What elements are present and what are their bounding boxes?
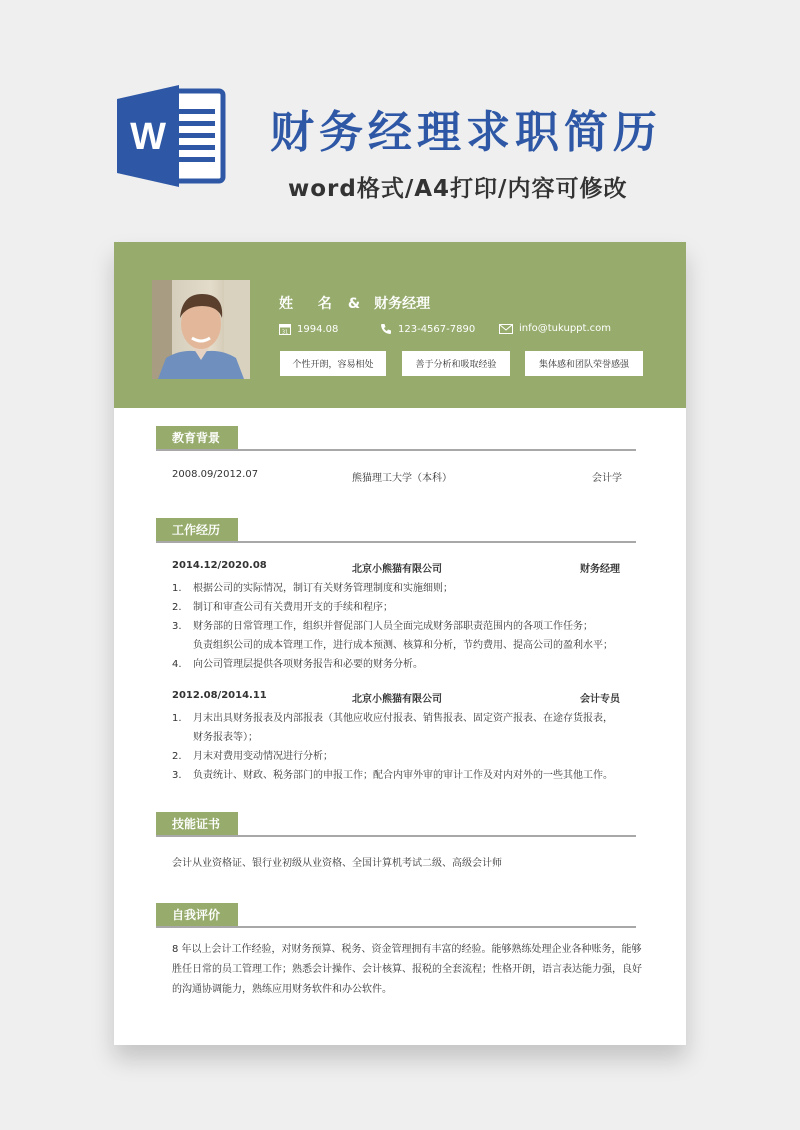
name-separator: & xyxy=(347,296,361,312)
section-heading-education: 教育背景 xyxy=(156,426,238,449)
phone-info xyxy=(380,323,475,335)
word-icon xyxy=(117,85,227,187)
list-continuation: 负责组织公司的成本管理工作，进行成本预测、核算和分析，节约费用、提高公司的盈利水平； xyxy=(193,640,613,651)
list-text: 月末出具财务报表及内部报表（其他应收应付报表、销售报表、固定资产报表、在途存货报表， xyxy=(193,713,613,724)
list-continuation: 财务报表等）； xyxy=(193,732,258,743)
self-eval-text: 8 年以上会计工作经验，对财务预算、税务、资金管理拥有丰富的经验。能够熟练处理企业各种账务，能够胜任日常的员工管理工作；熟悉会计操作、会计核算、报税的全套流程；性格开朗，语言表达能力强，良好的沟通协调能力，熟练应用财务软件和办公软件。 xyxy=(172,944,642,995)
job-period: 2012.08/2014.11 xyxy=(172,690,267,701)
list-text: 负责统计、财政、税务部门的申报工作；配合内审外审的审计工作及对内对外的一些其他工作。 xyxy=(193,770,613,781)
list-item xyxy=(172,709,613,724)
list-num: 1. xyxy=(172,713,182,724)
birth-info xyxy=(279,323,338,335)
list-num: 3. xyxy=(172,770,182,781)
list-text: 财务部的日常管理工作，组织并督促部门人员全面完成财务部职责范围内的各项工作任务； xyxy=(193,621,593,632)
section-divider xyxy=(156,541,636,543)
avatar xyxy=(152,280,250,379)
phone-icon xyxy=(380,323,392,335)
list-item xyxy=(172,598,393,613)
list-num: 4. xyxy=(172,659,182,670)
candidate-position: 财务经理 xyxy=(374,296,431,312)
education-period: 2008.09/2012.07 xyxy=(172,469,259,480)
page-subtitle: word格式/A4打印/内容可修改 xyxy=(288,176,628,202)
email-icon xyxy=(499,324,513,334)
list-num: 2. xyxy=(172,751,182,762)
resume-paper xyxy=(114,242,686,1045)
job-company: 北京小熊猫有限公司 xyxy=(352,694,442,705)
education-school: 熊猫理工大学（本科） xyxy=(352,473,452,484)
page-title: 财务经理求职简历 xyxy=(270,107,662,158)
section-divider xyxy=(156,449,636,451)
birth-date: 1994.08 xyxy=(297,323,339,335)
profile-header xyxy=(114,242,686,408)
candidate-name: 姓 名 xyxy=(279,296,342,312)
job-company: 北京小熊猫有限公司 xyxy=(352,564,442,575)
list-num: 1. xyxy=(172,583,182,594)
trait-tag: 善于分析和吸取经验 xyxy=(402,351,510,376)
calendar-icon xyxy=(279,323,291,335)
list-num: 2. xyxy=(172,602,182,613)
list-text: 制订和审查公司有关费用开支的手续和程序； xyxy=(193,602,393,613)
email-info xyxy=(499,323,611,334)
word-logo-letter: W xyxy=(130,116,166,158)
section-heading-work: 工作经历 xyxy=(156,518,238,541)
list-item xyxy=(172,579,453,594)
list-item xyxy=(172,655,423,670)
job-title: 财务经理 xyxy=(580,564,620,575)
list-num: 3. xyxy=(172,621,182,632)
section-divider xyxy=(156,835,636,837)
skills-text: 会计从业资格证、银行业初级从业资格、全国计算机考试二级、高级会计师 xyxy=(172,858,502,869)
email-address: info@tukuppt.com xyxy=(519,323,611,334)
list-item xyxy=(172,766,613,781)
education-major: 会计学 xyxy=(592,473,622,484)
trait-tag: 集体感和团队荣誉感强 xyxy=(525,351,643,376)
list-item xyxy=(172,617,593,632)
name-line xyxy=(279,293,430,313)
list-item xyxy=(172,747,333,762)
section-divider xyxy=(156,926,636,928)
job-title: 会计专员 xyxy=(580,694,620,705)
job-period: 2014.12/2020.08 xyxy=(172,560,267,571)
svg-text:31: 31 xyxy=(281,329,289,335)
list-text: 月末对费用变动情况进行分析； xyxy=(193,751,333,762)
list-text: 向公司管理层提供各项财务报告和必要的财务分析。 xyxy=(193,659,423,670)
trait-tag: 个性开朗，容易相处 xyxy=(280,351,386,376)
section-heading-skills: 技能证书 xyxy=(156,812,238,835)
list-text: 根据公司的实际情况，制订有关财务管理制度和实施细则； xyxy=(193,583,453,594)
phone-number: 123-4567-7890 xyxy=(398,323,476,335)
section-heading-self-eval: 自我评价 xyxy=(156,903,238,926)
